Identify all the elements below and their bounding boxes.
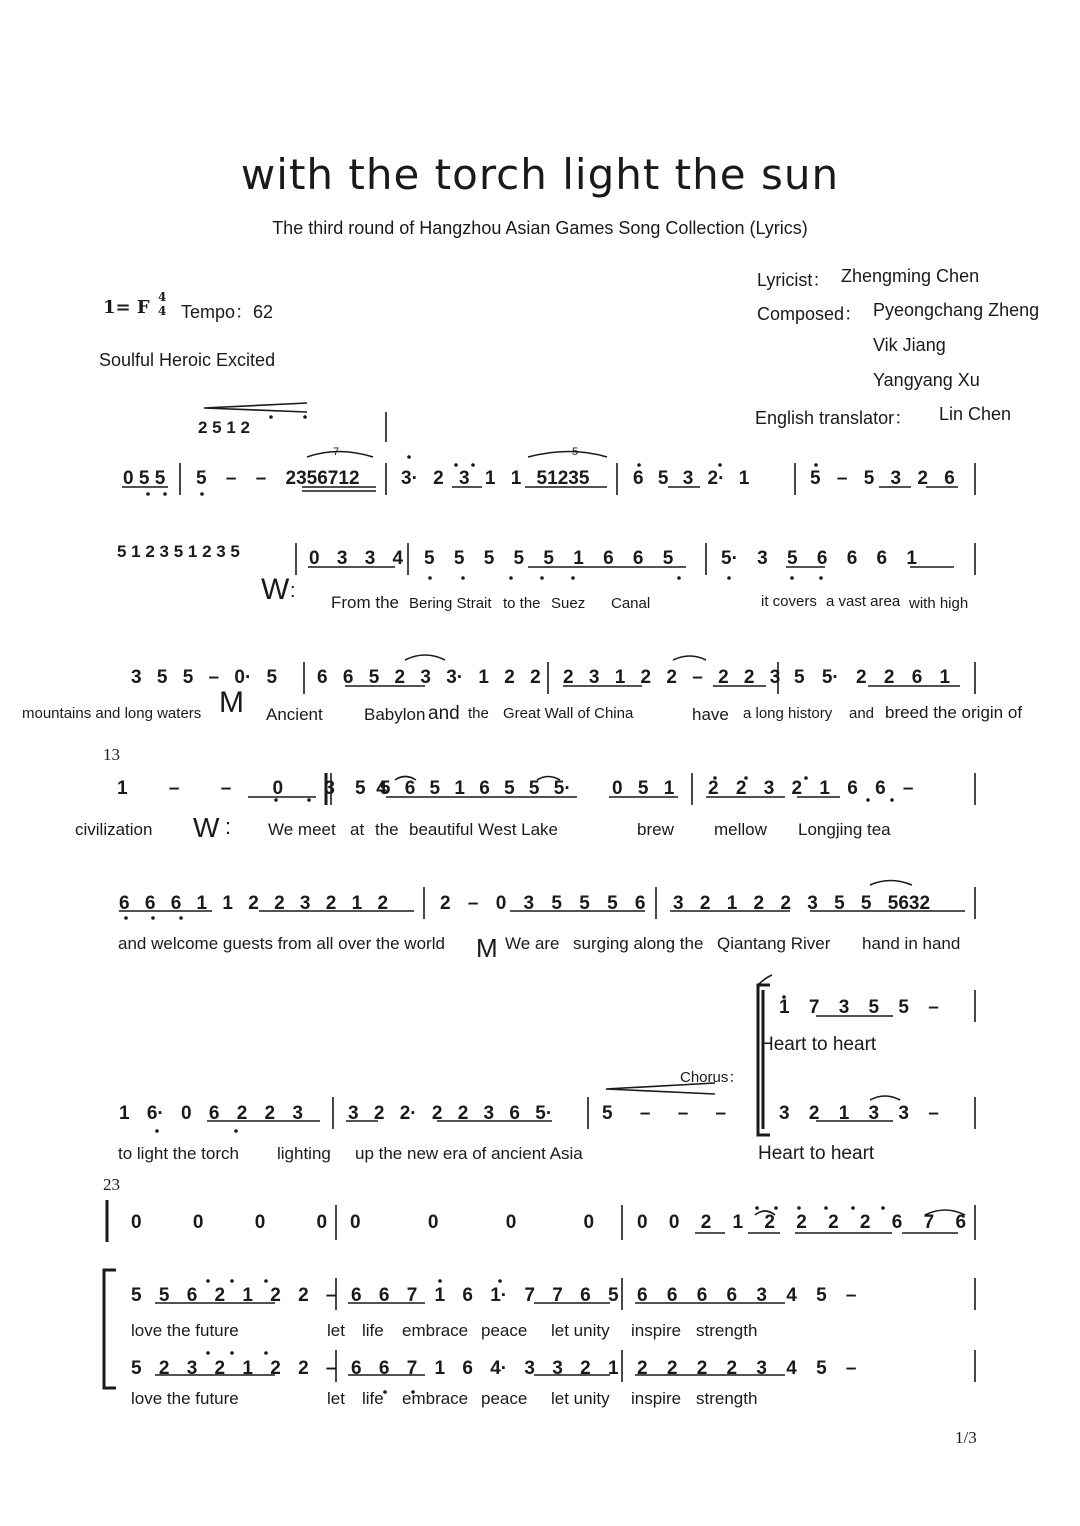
- measure: 6 6 7 1 6 4· 3 3 2 1: [351, 1358, 619, 1379]
- lyric: let unity: [551, 1389, 610, 1408]
- lyricist-name: Zhengming Chen: [841, 266, 980, 286]
- measure: 6 6 5 2 3 3· 1 2 2: [317, 667, 541, 688]
- chorus-lower-measure: 3 2 1 3 3 –: [779, 1103, 939, 1124]
- measure: 2 2 2 2 3 4 5 –: [637, 1358, 857, 1379]
- lyric: Longjing tea: [798, 820, 891, 839]
- grace-notes: 5 1 2 3 5 1 2 3 5: [117, 542, 240, 561]
- lyric: surging along the: [573, 934, 704, 953]
- song-subtitle: The third round of Hangzhou Asian Games Song Collection (Lyrics): [272, 218, 808, 238]
- measure: 3 2 1 2 2 3 5 5 5632: [673, 893, 931, 914]
- lyric: up the new era of ancient Asia: [355, 1144, 583, 1163]
- lyric: life: [362, 1321, 384, 1340]
- lyric: let: [327, 1321, 345, 1340]
- lyric: brew: [637, 820, 674, 839]
- page-number: 1/3: [955, 1428, 977, 1447]
- translator-name: Lin Chen: [939, 404, 1012, 424]
- mood-marking: Soulful Heroic Excited: [99, 350, 276, 370]
- measure: 2 – 0 3 5 5 5 6: [440, 893, 646, 914]
- lyric: We are: [505, 934, 560, 953]
- lyric: Bering Strait: [409, 595, 492, 612]
- measure: 5 – – –: [602, 1103, 727, 1124]
- measure: 5 5 6 5 1 6 5 5 5·: [355, 778, 571, 799]
- time-signature-top: 4: [158, 290, 167, 304]
- chorus-lyric-lower: Heart to heart: [758, 1143, 875, 1164]
- lyric: Babylon: [364, 705, 426, 724]
- lyric: have: [692, 705, 729, 724]
- lyric: breed the origin of: [885, 703, 1023, 722]
- measure-number: 13: [103, 745, 120, 764]
- measure: 0 5 1: [612, 778, 675, 799]
- lyric: We meet: [268, 820, 336, 839]
- lyric: to the: [503, 595, 541, 612]
- lyric: mellow: [714, 820, 767, 839]
- lyric: peace: [481, 1389, 528, 1408]
- measure: 3 5 5 – 0· 5: [131, 667, 278, 688]
- lyric: at: [350, 820, 365, 839]
- measure: 5 2 3 2 1 2 2 –: [131, 1358, 337, 1379]
- lyric: civilization: [75, 820, 153, 839]
- lyric: beautiful West Lake: [409, 820, 558, 839]
- lyric: strength: [696, 1389, 758, 1408]
- measure: 5 5· 2 2 6 1: [794, 667, 951, 688]
- lyric: Great Wall of China: [503, 705, 634, 722]
- measure: 6 6 6 6 3 4 5 –: [637, 1285, 857, 1306]
- measure: 6 5 3 2· 1: [633, 468, 750, 489]
- role-women: W: [193, 812, 220, 843]
- lyric: embrace: [402, 1389, 469, 1408]
- measure: 1 6· 0 6 2 2 3: [119, 1103, 303, 1124]
- lyric: embrace: [402, 1321, 469, 1340]
- composer-name: Vik Jiang: [873, 335, 946, 355]
- grace-notes: 2 5 1 2: [198, 418, 250, 437]
- role-colon: :: [290, 580, 296, 602]
- lyric: Qiantang River: [717, 934, 831, 953]
- lyric: From the: [331, 593, 400, 612]
- measure: 1 – – 0 3 4: [117, 778, 387, 799]
- lyric: let unity: [551, 1321, 610, 1340]
- measure: 2 2 3 2 1 6 6 –: [708, 778, 914, 799]
- measure: 0 0 2 1 2 2 2 2 6 7 6: [637, 1212, 967, 1233]
- role-men: M: [219, 686, 244, 719]
- measure: 3 2 2· 2 2 3 6 5·: [348, 1103, 553, 1124]
- key-signature: 1= F: [103, 297, 150, 318]
- lyric: to light the torch: [118, 1144, 239, 1163]
- lyric: lighting: [277, 1144, 331, 1163]
- role-men: M: [476, 933, 498, 963]
- time-signature-bottom: 4: [158, 304, 167, 318]
- role-women: W: [261, 573, 290, 606]
- measure: 5 5 6 2 1 2 2 –: [131, 1285, 337, 1306]
- measure: 2 3 1 2 2 – 2 2 3: [563, 667, 781, 688]
- lyric: inspire: [631, 1389, 682, 1408]
- composed-label: Composed：: [757, 304, 863, 324]
- tuplet-7: 7: [333, 446, 340, 458]
- lyric: hand in hand: [862, 934, 961, 953]
- lyric: Ancient: [266, 705, 323, 724]
- lyric: and: [849, 705, 875, 722]
- lyric: inspire: [631, 1321, 682, 1340]
- measure: 6 6 7 1 6 1· 7 7 6 5: [351, 1285, 619, 1306]
- measure: 0 5 5: [123, 468, 166, 489]
- measure: 5 – 5 3 2 6: [810, 468, 955, 489]
- composer-name: Yangyang Xu: [873, 370, 980, 390]
- measure: 5· 3 5 6 6 6 1: [721, 548, 917, 569]
- lyric: let: [327, 1389, 345, 1408]
- lyric: love the future: [131, 1389, 239, 1408]
- lyric: a long history: [743, 705, 833, 722]
- lyric: Canal: [611, 595, 651, 612]
- measure: 0 0 0 0: [350, 1212, 595, 1233]
- lyric: mountains and long waters: [22, 705, 202, 722]
- composer-name: Pyeongchang Zheng: [873, 300, 1040, 320]
- translator-label: English translator：: [755, 408, 913, 428]
- lyric: with high: [909, 595, 969, 612]
- lyric: the: [375, 820, 399, 839]
- measure: 0 0 0 0: [131, 1212, 328, 1233]
- lyricist-label: Lyricist：: [757, 270, 831, 290]
- lyric: Suez: [551, 595, 586, 612]
- lyric: strength: [696, 1321, 758, 1340]
- chorus-lyric-upper: Heart to heart: [760, 1034, 877, 1055]
- measure: 0 3 3 4: [309, 548, 404, 569]
- measure: 5 5 5 5 5 1 6 6 5: [424, 548, 674, 569]
- role-colon: :: [225, 814, 232, 839]
- chorus-upper-measure: 1 7 3 5 5 –: [779, 997, 939, 1018]
- tempo-marking: Tempo：62: [181, 302, 274, 322]
- lyric: and welcome guests from all over the world: [118, 934, 445, 953]
- lyric: love the future: [131, 1321, 239, 1340]
- lyric: peace: [481, 1321, 528, 1340]
- lyric: it covers: [761, 593, 817, 610]
- lyric: and: [428, 703, 460, 724]
- song-title: with the torch light the sun: [240, 150, 840, 199]
- measure-number: 23: [103, 1175, 120, 1194]
- measure: 6 6 6 1 1 2 2 3 2 1 2: [119, 893, 389, 914]
- tuplet-5: 5: [572, 446, 579, 458]
- chorus-label: Chorus：: [680, 1069, 744, 1086]
- measure: 3· 2 3 1 1 51235: [401, 468, 590, 489]
- lyric: the: [468, 705, 489, 722]
- lyric: a vast area: [826, 593, 901, 610]
- measure: 5 – – 2356712: [196, 468, 360, 489]
- lyric: life: [362, 1389, 384, 1408]
